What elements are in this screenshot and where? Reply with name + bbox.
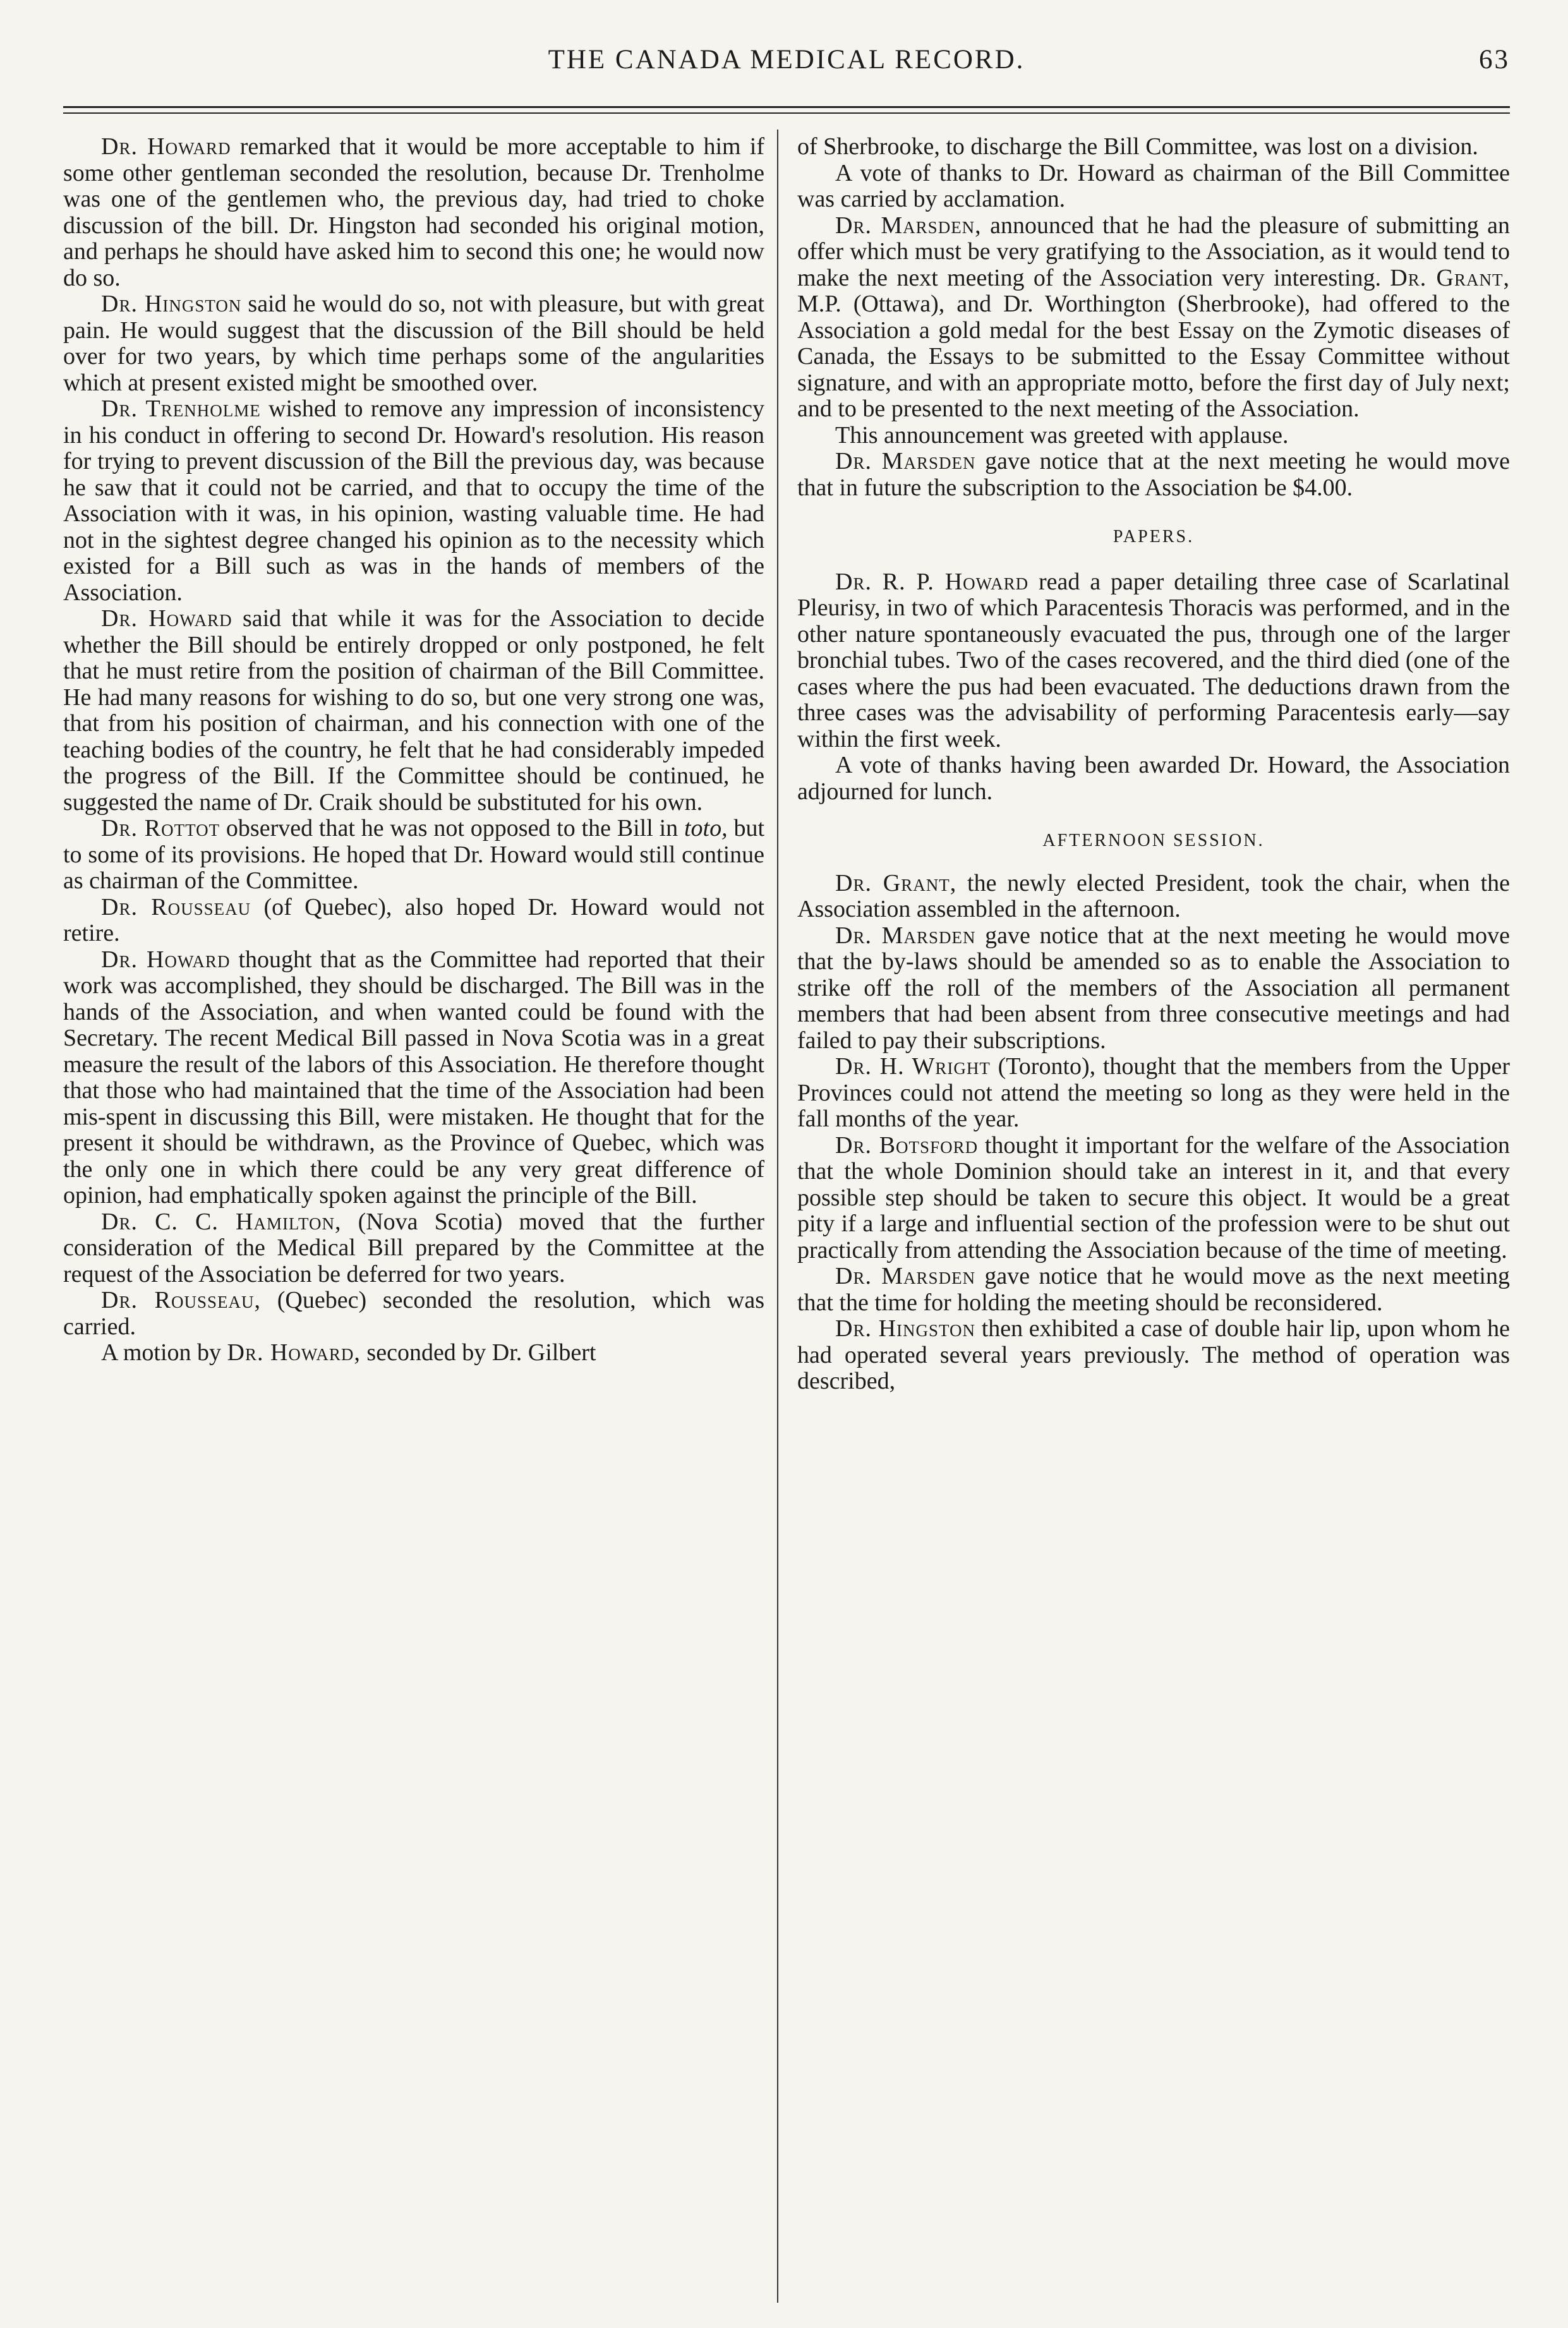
paragraph: [797, 134, 1510, 160]
speaker-name: Dr. C. C. Hamilton,: [101, 1208, 342, 1235]
paragraph: [797, 449, 1510, 501]
paragraph-text: seconded by Dr. Gilbert: [360, 1339, 596, 1366]
paragraph: [63, 1288, 764, 1340]
right-column: [797, 134, 1510, 1395]
column-divider: [777, 130, 778, 2303]
paragraph-text: remarked that it would be more acceptable to him if some other gentleman seconded the resolution, because Dr. Trenholme was one of the gentlemen who, the previous day, had tried to choke discussion of the bill. Dr. Hingston had seconded his original motion, and perhaps he should have asked him to second this one; he would now do so.: [63, 133, 764, 291]
paragraph-text: the newly elected President, took the chair, when the Association assembled in the afternoon.: [797, 869, 1510, 922]
paragraph-text: wished to remove any impression of inconsistency in his conduct in offering to second Dr. Howard's resolution. His reason for trying to prevent discussion of the Bill the previous day, was because he saw that it could not be carried, and that to occupy the time of the Association with it was, in his opinion, wasting valuable time. He had not in the sightest degree changed his opinion as to the necessity which existed for a Bill such as was in the hands of members of the Association.: [63, 395, 764, 606]
paragraph-text: of Sherbrooke, to discharge the Bill Committee, was lost on a division.: [797, 133, 1478, 160]
paragraph-text: (Quebec) seconded the resolution, which was carried.: [63, 1287, 764, 1340]
paragraph-text: M.P. (Ottawa), and Dr. Worthington (Sherbrooke), had offered to the Association a gold medal for the best Essay on the Zymotic diseases of Canada, the Essays to be submitted to the Essay Committee without signature, and with an appropriate motto, before the first day of July next; and to be presented to the next meeting of the Association.: [797, 291, 1510, 422]
speaker-name: Dr. R. P. Howard: [835, 568, 1029, 595]
paragraph-text: read a paper detailing three case of Scarlatinal Pleurisy, in two of which Paracentesis Thoracis was performed, and in the other nature spontaneously evacuated the pus, through one of the larger bronchial tubes. Two of the cases recovered, and the third died (one of the cases where the pus had been evacuated. The deductions drawn from the three cases was the advisability of performing Paracentesis early—say within the first week.: [797, 568, 1510, 752]
paragraph: [797, 213, 1510, 423]
paragraph: [63, 1209, 764, 1288]
paragraph-text: gave notice that at the next meeting he would move that in future the subscription to the Association be $4.00.: [797, 448, 1510, 501]
paragraph-text: observed that he was not opposed to the Bill in: [220, 815, 684, 841]
paragraph-text: then exhibited a case of double hair lip, upon whom he had operated several years previously. The method of operation was described,: [797, 1315, 1510, 1394]
paragraph-text: A vote of thanks to Dr. Howard as chairman of the Bill Committee was carried by acclamation.: [797, 159, 1510, 212]
paragraph-text: gave notice that he would move as the next meeting that the time for holding the meeting should be reconsidered.: [797, 1263, 1510, 1316]
paragraph: [797, 423, 1510, 449]
paragraph: [63, 947, 764, 1209]
paragraph-text: thought it important for the welfare of the Association that the whole Dominion should take an interest in it, and that every possible step should be taken to secure this object. It would be a great pity if a large and influential section of the profession were to be shut out practically from attending the Association because of the time of meeting.: [797, 1131, 1510, 1264]
paragraph-text: gave notice that at the next meeting he would move that the by-laws should be amended so as to enable the Association to strike off the roll of the members of the Association all permanent members that had been absent from three consecutive meetings and had failed to pay their subscriptions.: [797, 922, 1510, 1054]
running-header: [63, 44, 1510, 82]
paragraph-text: said he would do so, not with pleasure, but with great pain. He would suggest that the discussion of the Bill should be held over for two years, by which time perhaps some of the angularities which at present existed might be smoothed over.: [63, 291, 765, 396]
paragraph: [797, 752, 1510, 805]
header-rule-thin: [63, 112, 1510, 114]
speaker-name: Dr. Rousseau,: [101, 1287, 262, 1313]
paragraph: [797, 1133, 1510, 1264]
paragraph-text: A motion by: [101, 1339, 227, 1366]
speaker-name: Dr. Botsford: [835, 1131, 979, 1159]
paragraph: [797, 160, 1510, 213]
speaker-name: Dr. Howard: [101, 605, 232, 632]
section-heading-papers: PAPERS.: [1113, 527, 1195, 546]
paragraph-text: announced that he had the pleasure of submitting an offer which must be very gratifying to the Association, as it would tend to make the next meeting of the Association very interesting.: [797, 212, 1510, 291]
paragraph: [63, 895, 764, 947]
paragraph-text: (of Quebec), also hoped Dr. Howard would not retire.: [63, 893, 764, 946]
paragraph-text: This announcement was greeted with applause.: [835, 421, 1289, 449]
speaker-name: Dr. Rottot: [101, 815, 220, 841]
speaker-name: Dr. Rousseau: [101, 893, 251, 920]
paragraph: [63, 134, 764, 291]
speaker-name: Dr. Howard: [101, 946, 231, 973]
paragraph: [63, 1340, 764, 1366]
paragraph: [797, 871, 1510, 923]
paragraph-text: A vote of thanks having been awarded Dr. Howard, the Association adjourned for lunch.: [797, 752, 1510, 805]
speaker-name: Dr. Trenholme: [101, 395, 261, 422]
speaker-name: Dr. Howard: [101, 133, 231, 160]
speaker-name: Dr. Hingston: [101, 291, 242, 317]
speaker-name: Dr. Grant,: [1390, 264, 1510, 291]
speaker-name: Dr. Marsden,: [835, 212, 982, 239]
paragraph: [797, 923, 1510, 1054]
paragraph-text: said that while it was for the Association to decide whether the Bill should be entirely dropped or only postponed, he felt that he must retire from the position of chairman of the Bill Committee. He had many reasons for wishing to do so, but one very strong one was, that from his position of chairman, and his connection with one of the teaching bodies of the country, he felt that he had considerably impeded the progress of the Bill. If the Committee should be continued, he suggested the name of Dr. Craik should be substituted for his own.: [63, 605, 765, 816]
speaker-name: Dr. Marsden: [835, 922, 976, 949]
speaker-name: Dr. Marsden: [835, 1263, 976, 1289]
journal-title: THE CANADA MEDICAL RECORD.: [548, 45, 1025, 75]
paragraph: [797, 1264, 1510, 1316]
paragraph: [797, 1054, 1510, 1133]
section-heading-afternoon-session: AFTERNOON SESSION.: [1042, 831, 1265, 850]
header-rule-thick: [63, 106, 1510, 108]
speaker-name: Dr. Marsden: [835, 448, 976, 474]
paragraph: [63, 396, 764, 606]
paragraph-text: (Toronto), thought that the members from the Upper Provinces could not attend the meeting so long as they were held in the fall months of the year.: [797, 1053, 1510, 1132]
page-number: 63: [1479, 45, 1510, 75]
italic-text: toto,: [684, 815, 728, 841]
speaker-name: Dr. Howard,: [227, 1339, 361, 1366]
paragraph: [63, 816, 764, 895]
left-column: [63, 134, 764, 1366]
paragraph: [63, 606, 764, 816]
speaker-name: Dr. H. Wright: [835, 1053, 991, 1080]
paragraph-text: but to some of its provisions. He hoped that Dr. Howard would still continue as chairman of the Committee.: [63, 815, 764, 894]
speaker-name: Dr. Hingston: [835, 1315, 976, 1342]
speaker-name: Dr. Grant,: [835, 869, 957, 896]
paragraph-text: (Nova Scotia) moved that the further consideration of the Medical Bill prepared by the Committee at the request of the Association be deferred for two years.: [63, 1208, 764, 1288]
paragraph: [797, 1316, 1510, 1395]
paragraph-text: thought that as the Committee had reported that their work was accomplished, they should be discharged. The Bill was in the hands of the Association, and when wanted could be found with the Secretary. The recent Medical Bill passed in Nova Scotia was in a great measure the result of the labors of this Association. He therefore thought that those who had maintained that the time of the Association had been mis-spent in discussing this Bill, were mistaken. He thought that for the present it should be withdrawn, as the Province of Quebec, which was the only one in which there could be any very great difference of opinion, had emphatically spoken against the principle of the Bill.: [63, 946, 765, 1209]
paragraph: [797, 569, 1510, 753]
paragraph: [63, 291, 764, 396]
